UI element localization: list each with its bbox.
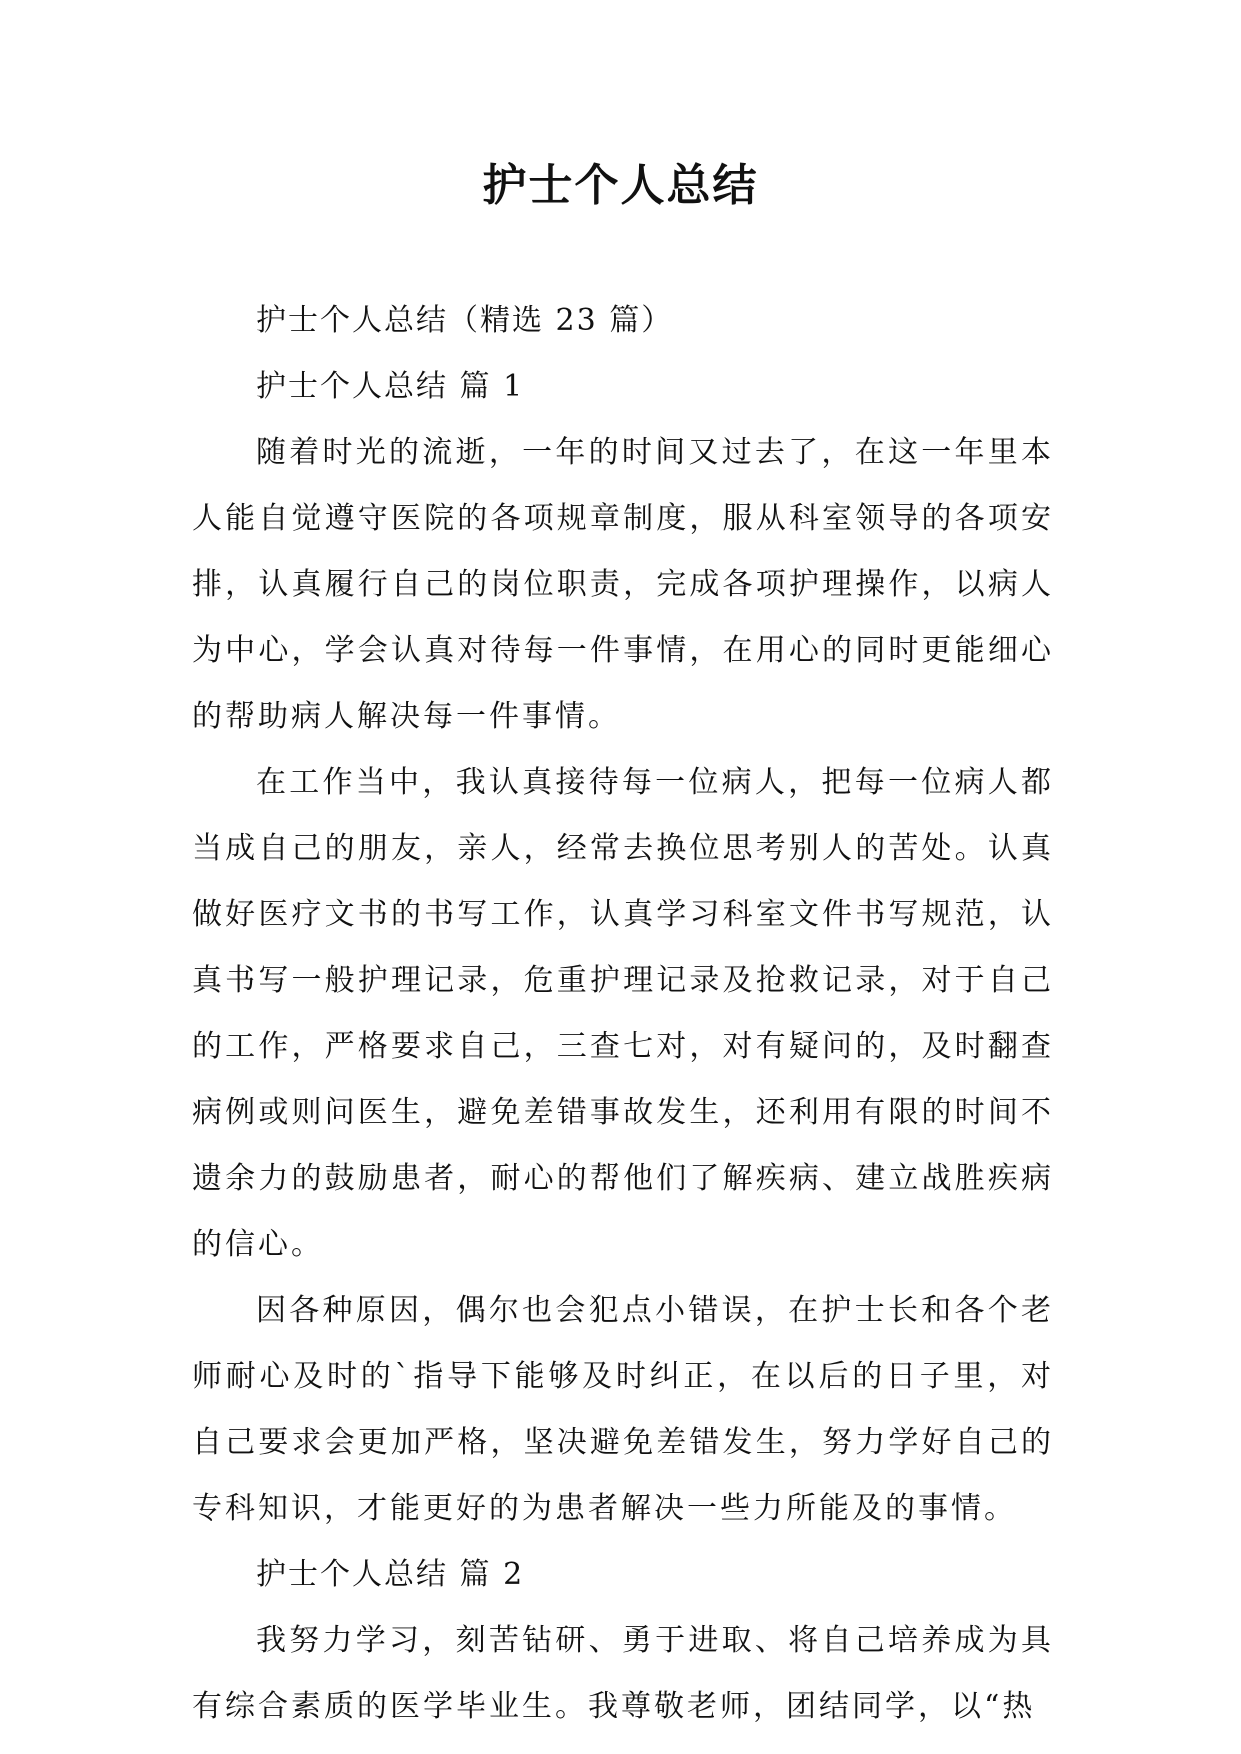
paragraph-3: 因各种原因，偶尔也会犯点小错误，在护士长和各个老师耐心及时的`指导下能够及时纠正，在以后的日子里，对自己要求会更加严格，坚决避免差错发生，努力学好自己的专科知识，才能更好的为患者解决一些力所能及的事情。	[192, 1293, 1054, 1526]
paragraph-2: 在工作当中，我认真接待每一位病人，把每一位病人都当成自己的朋友，亲人，经常去换位思考别人的苦处。认真做好医疗文书的书写工作，认真学习科室文件书写规范，认真书写一般护理记录，危重护理记录及抢救记录，对于自己的工作，严格要求自己，三查七对，对有疑问的，及时翻查病例或则问医生，避免差错事故发生，还利用有限的时间不遗余力的鼓励患者，耐心的帮他们了解疾病、建立战胜疾病的信心。	[192, 765, 1054, 1262]
document-title: 护士个人总结	[482, 160, 759, 211]
document-body	[192, 288, 1054, 1740]
paragraph-1: 随着时光的流逝，一年的时间又过去了，在这一年里本人能自觉遵守医院的各项规章制度，服从科室领导的各项安排，认真履行自己的岗位职责，完成各项护理操作，以病人为中心，学会认真对待每一件事情，在用心的同时更能细心的帮助病人解决每一件事情。	[192, 435, 1054, 734]
section-heading-2: 护士个人总结 篇 2	[256, 1557, 525, 1592]
document-subtitle: 护士个人总结（精选 23 篇）	[256, 303, 674, 338]
section-heading-1: 护士个人总结 篇 1	[256, 369, 525, 404]
paragraph-4: 我努力学习，刻苦钻研、勇于进取、将自己培养成为具有综合素质的医学毕业生。我尊敬老师，团结同学，以“热	[192, 1623, 1054, 1724]
